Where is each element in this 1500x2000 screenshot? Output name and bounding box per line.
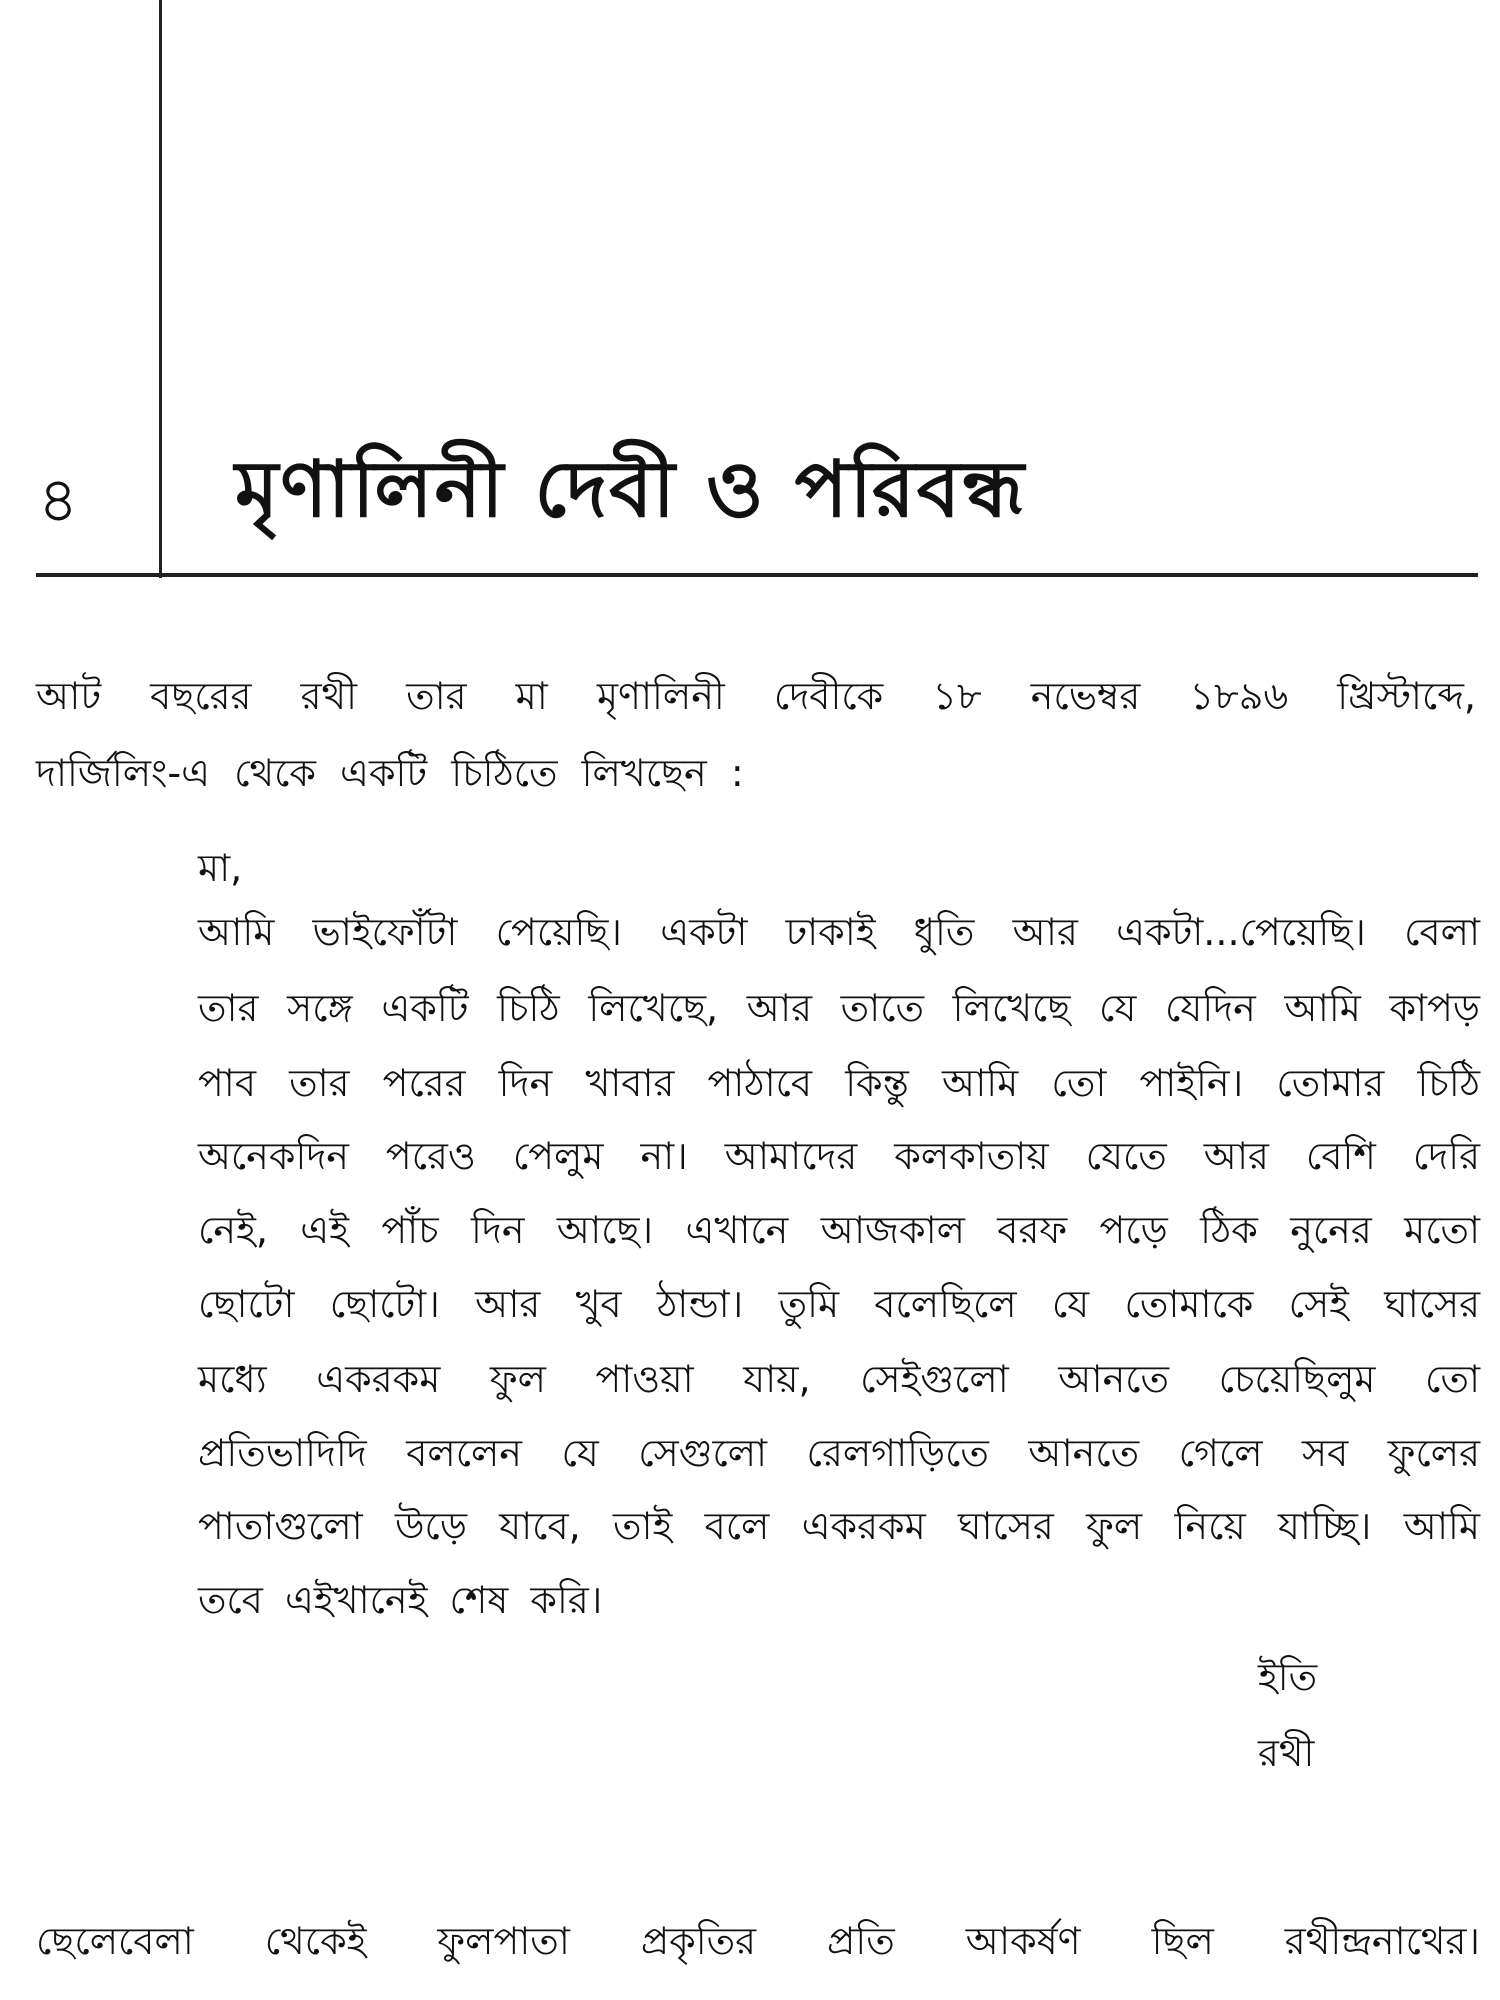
letter-salutation: মা,: [198, 846, 243, 890]
letter-line: পাতাগুলো উড়ে যাবে, তাই বলে একরকম ঘাসের ফুল নিয়ে যাচ্ছি। আমি: [198, 1504, 1480, 1548]
letter-line: তবে এইখানেই শেষ করি।: [198, 1578, 603, 1622]
intro-line: আট বছরের রথী তার মা মৃণালিনী দেবীকে ১৮ নভেম্বর ১৮৯৬ খ্রিস্টাব্দে,: [36, 674, 1476, 718]
letter-line: অনেকদিন পরেও পেলুম না। আমাদের কলকাতায় যেতে আর বেশি দেরি: [198, 1134, 1480, 1178]
letter-line: নেই, এই পাঁচ দিন আছে। এখানে আজকাল বরফ পড়ে ঠিক নুনের মতো: [198, 1208, 1480, 1252]
letter-closing: ইতি: [1258, 1655, 1318, 1699]
letter-line: ছোটো ছোটো। আর খুব ঠান্ডা। তুমি বলেছিলে যে তোমাকে সেই ঘাসের: [198, 1282, 1480, 1326]
letter-line: মধ্যে একরকম ফুল পাওয়া যায়, সেইগুলো আনতে চেয়েছিলুম তো: [198, 1357, 1480, 1401]
letter-line: তার সঙ্গে একটি চিঠি লিখেছে, আর তাতে লিখেছে যে যেদিন আমি কাপড়: [198, 986, 1480, 1030]
intro-line: দার্জিলিং-এ থেকে একটি চিঠিতে লিখছেন :: [36, 751, 744, 795]
chapter-number: ৪: [38, 463, 79, 536]
header-horizontal-rule: [36, 573, 1478, 577]
letter-line: প্রতিভাদিদি বললেন যে সেগুলো রেলগাড়িতে আনতে গেলে সব ফুলের: [198, 1431, 1480, 1475]
closing-paragraph-line: ছেলেবেলা থেকেই ফুলপাতা প্রকৃতির প্রতি আকর্ষণ ছিল রথীন্দ্রনাথের।: [36, 1919, 1480, 1963]
letter-signature: রথী: [1258, 1731, 1315, 1775]
chapter-title: মৃণালিনী দেবী ও পরিবন্ধ: [235, 445, 1026, 535]
letter-line: পাব তার পরের দিন খাবার পাঠাবে কিন্তু আমি তো পাইনি। তোমার চিঠি: [198, 1061, 1480, 1105]
letter-line: আমি ভাইফোঁটা পেয়েছি। একটা ঢাকাই ধুতি আর একটা...পেয়েছি। বেলা: [198, 910, 1480, 954]
header-vertical-divider: [159, 0, 162, 578]
